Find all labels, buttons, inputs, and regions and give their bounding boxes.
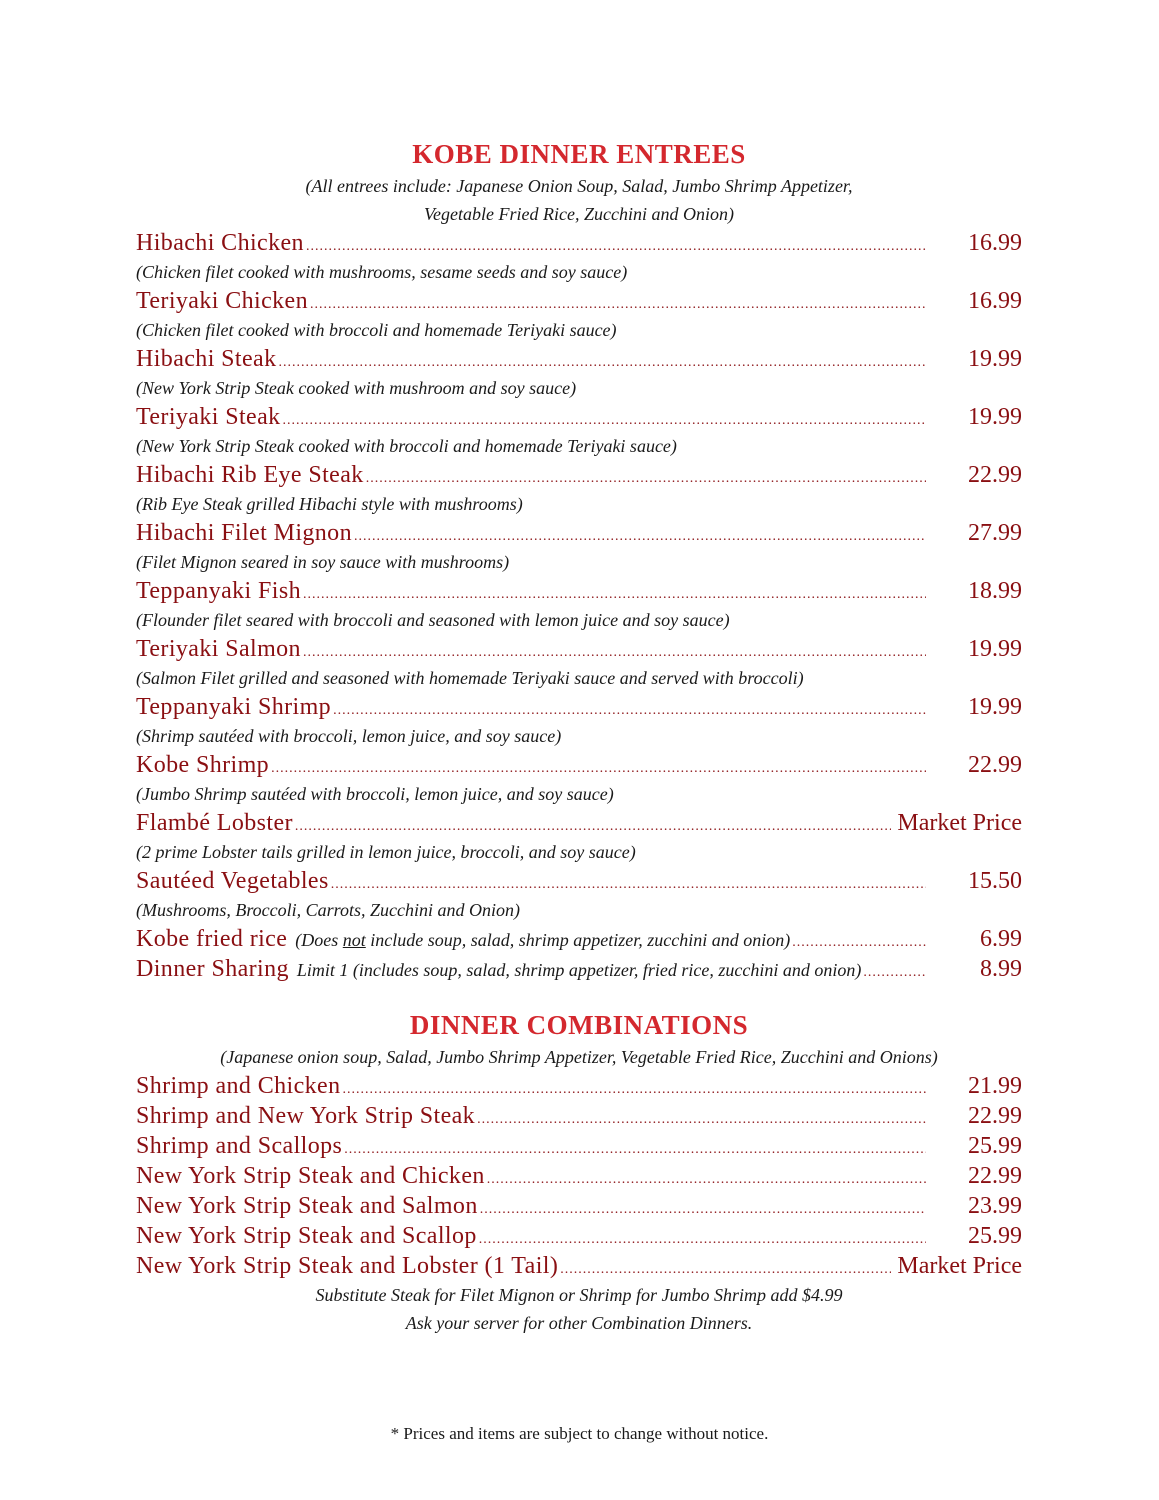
note-text: include soup, salad, shrimp appetizer, zucchini and onion)	[365, 930, 791, 950]
item-price: 23.99	[968, 1193, 1022, 1219]
item-description: (Chicken filet cooked with broccoli and homemade Teriyaki sauce)	[136, 320, 617, 340]
item-price: 19.99	[968, 346, 1022, 372]
item-price: 21.99	[968, 1073, 1022, 1099]
menu-item	[136, 866, 1022, 924]
menu-item	[136, 808, 1022, 866]
item-name: Hibachi Chicken	[136, 230, 304, 256]
item-description: (New York Strip Steak cooked with broccoli and homemade Teriyaki sauce)	[136, 436, 677, 456]
entrees-title: KOBE DINNER ENTREES	[412, 139, 746, 169]
dot-leader	[863, 958, 926, 988]
combo-item	[136, 1101, 1022, 1131]
menu-item	[136, 518, 1022, 576]
menu-item	[136, 634, 1022, 692]
item-name: Hibachi Rib Eye Steak	[136, 462, 364, 488]
combinations-note-substitute: Substitute Steak for Filet Mignon or Shrimp for Jumbo Shrimp add $4.99	[315, 1285, 843, 1305]
entrees-intro-line2: Vegetable Fried Rice, Zucchini and Onion)	[424, 204, 734, 224]
item-price: 19.99	[968, 404, 1022, 430]
item-name: Teriyaki Chicken	[136, 288, 308, 314]
item-name: Teriyaki Steak	[136, 404, 281, 430]
menu-item	[136, 692, 1022, 750]
item-description: (Rib Eye Steak grilled Hibachi style with mushrooms)	[136, 494, 523, 514]
item-price: 25.99	[968, 1223, 1022, 1249]
menu-item	[136, 344, 1022, 402]
combo-item	[136, 1161, 1022, 1191]
item-price: 27.99	[968, 520, 1022, 546]
item-name: Shrimp and Scallops	[136, 1133, 343, 1159]
item-name: Dinner Sharing	[136, 956, 289, 982]
entrees-intro-line1: (All entrees include: Japanese Onion Soup, Salad, Jumbo Shrimp Appetizer,	[305, 176, 853, 196]
menu-item	[136, 460, 1022, 518]
item-name: Kobe fried rice	[136, 926, 288, 952]
item-name: Teppanyaki Shrimp	[136, 694, 332, 720]
item-name: Teriyaki Salmon	[136, 636, 301, 662]
combinations-intro: (Japanese onion soup, Salad, Jumbo Shrimp Appetizer, Vegetable Fried Rice, Zucchini and Onions)	[220, 1047, 938, 1067]
dot-leader	[792, 928, 926, 958]
menu-item	[136, 750, 1022, 808]
item-description: (Flounder filet seared with broccoli and seasoned with lemon juice and soy sauce)	[136, 610, 730, 630]
item-description: (Shrimp sautéed with broccoli, lemon juice, and soy sauce)	[136, 726, 562, 746]
item-name: Shrimp and Chicken	[136, 1073, 341, 1099]
item-name: Shrimp and New York Strip Steak	[136, 1103, 476, 1129]
item-price: 16.99	[968, 230, 1022, 256]
item-price: Market Price	[897, 810, 1022, 836]
combinations-title: DINNER COMBINATIONS	[409, 1010, 749, 1040]
dot-leader	[477, 1105, 926, 1135]
combo-item	[136, 1251, 1022, 1281]
combo-item	[136, 1221, 1022, 1251]
menu-item	[136, 576, 1022, 634]
item-name: Hibachi Steak	[136, 346, 277, 372]
item-description: (Salmon Filet grilled and seasoned with homemade Teriyaki sauce and served with broccoli)	[136, 668, 804, 688]
menu-item-sharing	[136, 954, 1022, 984]
item-price: 18.99	[968, 578, 1022, 604]
combo-item	[136, 1071, 1022, 1101]
item-price: 22.99	[968, 1103, 1022, 1129]
item-price: 15.50	[968, 868, 1022, 894]
combo-item	[136, 1131, 1022, 1161]
item-price: 19.99	[968, 636, 1022, 662]
item-name: Teppanyaki Fish	[136, 578, 301, 604]
item-inline-note	[295, 925, 790, 955]
item-name: Flambé Lobster	[136, 810, 293, 836]
combinations-list	[136, 1071, 1022, 1281]
item-description: (New York Strip Steak cooked with mushroom and soy sauce)	[136, 378, 577, 398]
item-inline-note: Limit 1 (includes soup, salad, shrimp appetizer, fried rice, zucchini and onion)	[296, 960, 862, 980]
combinations-section	[136, 1007, 1022, 1337]
item-price: 19.99	[968, 694, 1022, 720]
price-disclaimer: * Prices and items are subject to change without notice.	[390, 1424, 769, 1443]
note-emphasis: not	[342, 930, 366, 950]
menu-item-fried-rice	[136, 924, 1022, 954]
item-name: New York Strip Steak and Chicken	[136, 1163, 485, 1189]
menu-item	[136, 286, 1022, 344]
combinations-note-ask-server: Ask your server for other Combination Dinners.	[405, 1313, 753, 1333]
note-text: (Does	[295, 930, 343, 950]
entrees-list	[136, 228, 1022, 984]
item-name: Sautéed Vegetables	[136, 868, 329, 894]
item-description: (Filet Mignon seared in soy sauce with mushrooms)	[136, 552, 510, 572]
menu-item	[136, 228, 1022, 286]
combo-item	[136, 1191, 1022, 1221]
item-price: Market Price	[897, 1253, 1022, 1279]
item-description: (Mushrooms, Broccoli, Carrots, Zucchini and Onion)	[136, 900, 520, 920]
item-price: 22.99	[968, 1163, 1022, 1189]
item-name: Hibachi Filet Mignon	[136, 520, 352, 546]
menu-item	[136, 402, 1022, 460]
item-price: 22.99	[968, 752, 1022, 778]
item-description: (2 prime Lobster tails grilled in lemon juice, broccoli, and soy sauce)	[136, 842, 636, 862]
item-price: 8.99	[980, 956, 1022, 982]
item-price: 6.99	[980, 926, 1022, 952]
entrees-section	[136, 136, 1022, 984]
item-name: New York Strip Steak and Salmon	[136, 1193, 478, 1219]
item-description: (Chicken filet cooked with mushrooms, sesame seeds and soy sauce)	[136, 262, 628, 282]
item-name: New York Strip Steak and Scallop	[136, 1223, 477, 1249]
dot-leader	[480, 1195, 926, 1225]
item-price: 25.99	[968, 1133, 1022, 1159]
item-price: 16.99	[968, 288, 1022, 314]
dot-leader	[487, 1165, 926, 1195]
item-name: Kobe Shrimp	[136, 752, 270, 778]
item-name: New York Strip Steak and Lobster (1 Tail)	[136, 1253, 559, 1279]
item-price: 22.99	[968, 462, 1022, 488]
item-description: (Jumbo Shrimp sautéed with broccoli, lemon juice, and soy sauce)	[136, 784, 614, 804]
